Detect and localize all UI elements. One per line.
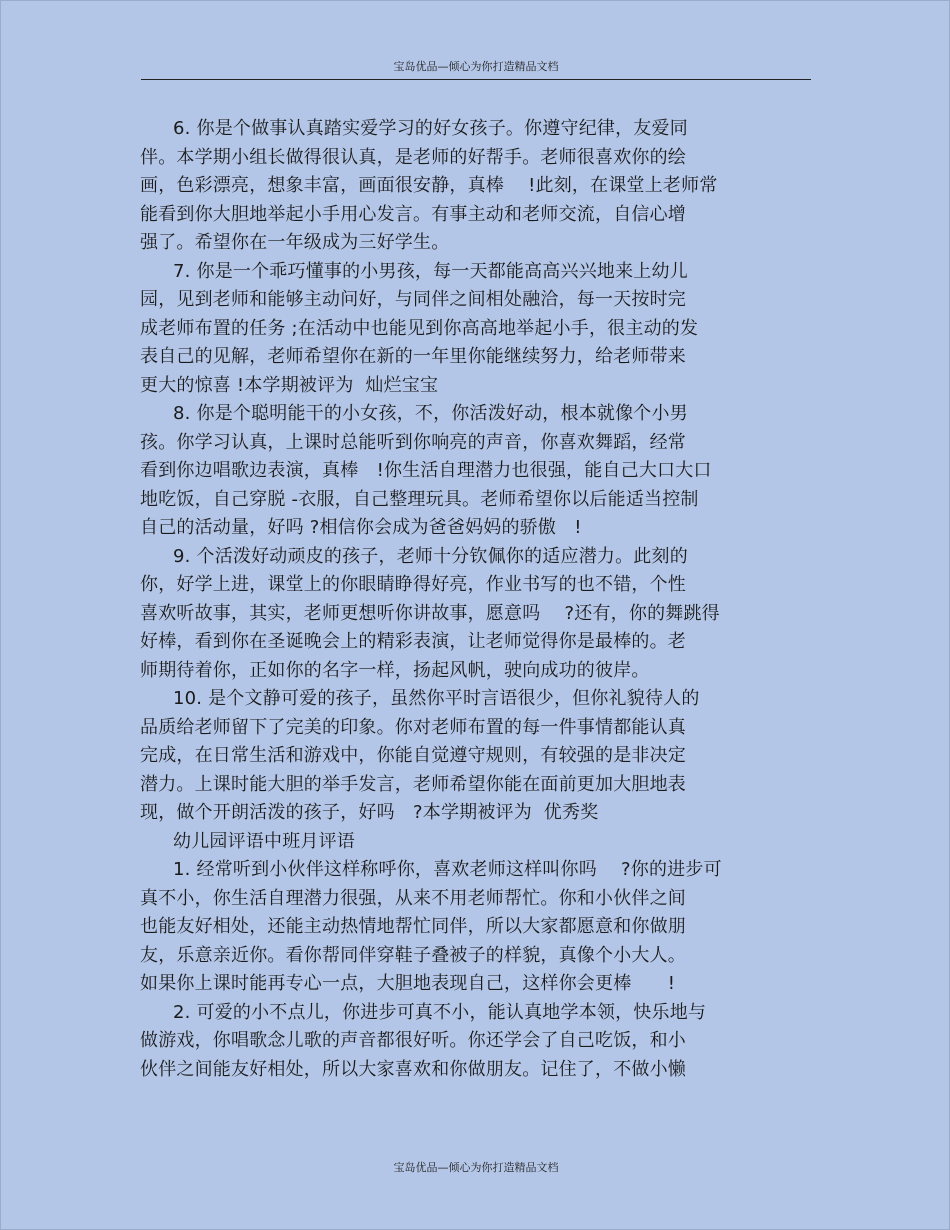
text-line: 也能友好相处，还能主动热情地帮忙同伴，所以大家都愿意和你做朋 bbox=[140, 916, 686, 937]
text-line: 看到你边唱歌边表演，真棒 !你生活自理潜力也很强，能自己大口大口 bbox=[140, 460, 712, 481]
page-footer: 宝岛优品—倾心为你打造精品文档 bbox=[393, 1161, 559, 1174]
text-line: 你，好学上进，课堂上的你眼睛睁得好亮，作业书写的也不错，个性 bbox=[140, 574, 686, 595]
text-line: 品质给老师留下了完美的印象。你对老师布置的每一件事情都能认真 bbox=[140, 716, 686, 738]
text-line: 2. 可爱的小不点儿，你进步可真不小，能认真地学本领，快乐地与 bbox=[173, 1001, 707, 1023]
text-line: 7. 你是一个乖巧懂事的小男孩，每一天都能高高兴兴地来上幼儿 bbox=[173, 260, 688, 282]
page-header: 宝岛优品—倾心为你打造精品文档 bbox=[141, 59, 811, 80]
text-line: 伙伴之间能友好相处，所以大家喜欢和你做朋友。记住了，不做小懒 bbox=[140, 1058, 686, 1080]
text-line: 地吃饭，自己穿脱 -衣服，自己整理玩具。老师希望你以后能适当控制 bbox=[140, 488, 699, 510]
text-line: 自己的活动量，好吗 ?相信你会成为爸爸妈妈的骄傲 ! bbox=[140, 517, 582, 538]
text-line: 强了。希望你在一年级成为三好学生。 bbox=[140, 232, 450, 253]
text-line: 更大的惊喜 !本学期被评为 灿烂宝宝 bbox=[140, 374, 439, 396]
text-line: 潜力。上课时能大胆的举手发言，老师希望你能在面前更加大胆地表 bbox=[140, 773, 686, 795]
text-line: 8. 你是个聪明能干的小女孩，不，你活泼好动，根本就像个小男 bbox=[173, 403, 688, 424]
text-line: 园，见到老师和能够主动问好，与同伴之间相处融洽，每一天按时完 bbox=[140, 289, 686, 310]
text-line: 友，乐意亲近你。看你帮同伴穿鞋子叠被子的样貌，真像个小大人。 bbox=[140, 944, 686, 966]
text-line: 真不小，你生活自理潜力很强，从来不用老师帮忙。你和小伙伴之间 bbox=[140, 887, 686, 909]
text-line: 1. 经常听到小伙伴这样称呼你，喜欢老师这样叫你吗 ?你的进步可 bbox=[173, 859, 722, 880]
text-line: 伴。本学期小组长做得很认真，是老师的好帮手。老师很喜欢你的绘 bbox=[140, 146, 686, 168]
text-line: 喜欢听故事，其实，老师更想听你讲故事，愿意吗 ?还有，你的舞跳得 bbox=[140, 602, 720, 624]
text-line: 6. 你是个做事认真踏实爱学习的好女孩子。你遵守纪律，友爱同 bbox=[173, 118, 688, 139]
text-line: 能看到你大胆地举起小手用心发言。有事主动和老师交流，自信心增 bbox=[140, 203, 686, 225]
text-line: 9. 个活泼好动顽皮的孩子，老师十分钦佩你的适应潜力。此刻的 bbox=[173, 545, 688, 567]
text-line: 好棒，看到你在圣诞晚会上的精彩表演，让老师觉得你是最棒的。老 bbox=[140, 631, 686, 652]
document-body bbox=[140, 115, 820, 1084]
text-line: 表自己的见解，老师希望你在新的一年里你能继续努力，给老师带来 bbox=[140, 346, 686, 367]
text-line: 现，做个开朗活泼的孩子，好吗 ?本学期被评为 优秀奖 bbox=[140, 802, 599, 823]
text-line: 如果你上课时能再专心一点，大胆地表现自己，这样你会更棒 ! bbox=[140, 973, 676, 994]
text-line: 10. 是个文静可爱的孩子，虽然你平时言语很少，但你礼貌待人的 bbox=[173, 688, 700, 709]
text-line: 孩。你学习认真，上课时总能听到你响亮的声音，你喜欢舞蹈，经常 bbox=[140, 431, 686, 453]
text-line: 成老师布置的任务 ;在活动中也能见到你高高地举起小手，很主动的发 bbox=[140, 317, 699, 339]
text-line: 画，色彩漂亮，想象丰富，画面很安静，真棒 !此刻，在课堂上老师常 bbox=[140, 175, 718, 196]
text-line: 师期待着你，正如你的名字一样，扬起风帆，驶向成功的彼岸。 bbox=[140, 659, 650, 681]
text-line: 幼儿园评语中班月评语 bbox=[173, 830, 355, 852]
text-line: 做游戏，你唱歌念儿歌的声音都很好听。你还学会了自己吃饭，和小 bbox=[140, 1030, 686, 1051]
text-line: 完成，在日常生活和游戏中，你能自觉遵守规则，有较强的是非决定 bbox=[140, 745, 686, 766]
